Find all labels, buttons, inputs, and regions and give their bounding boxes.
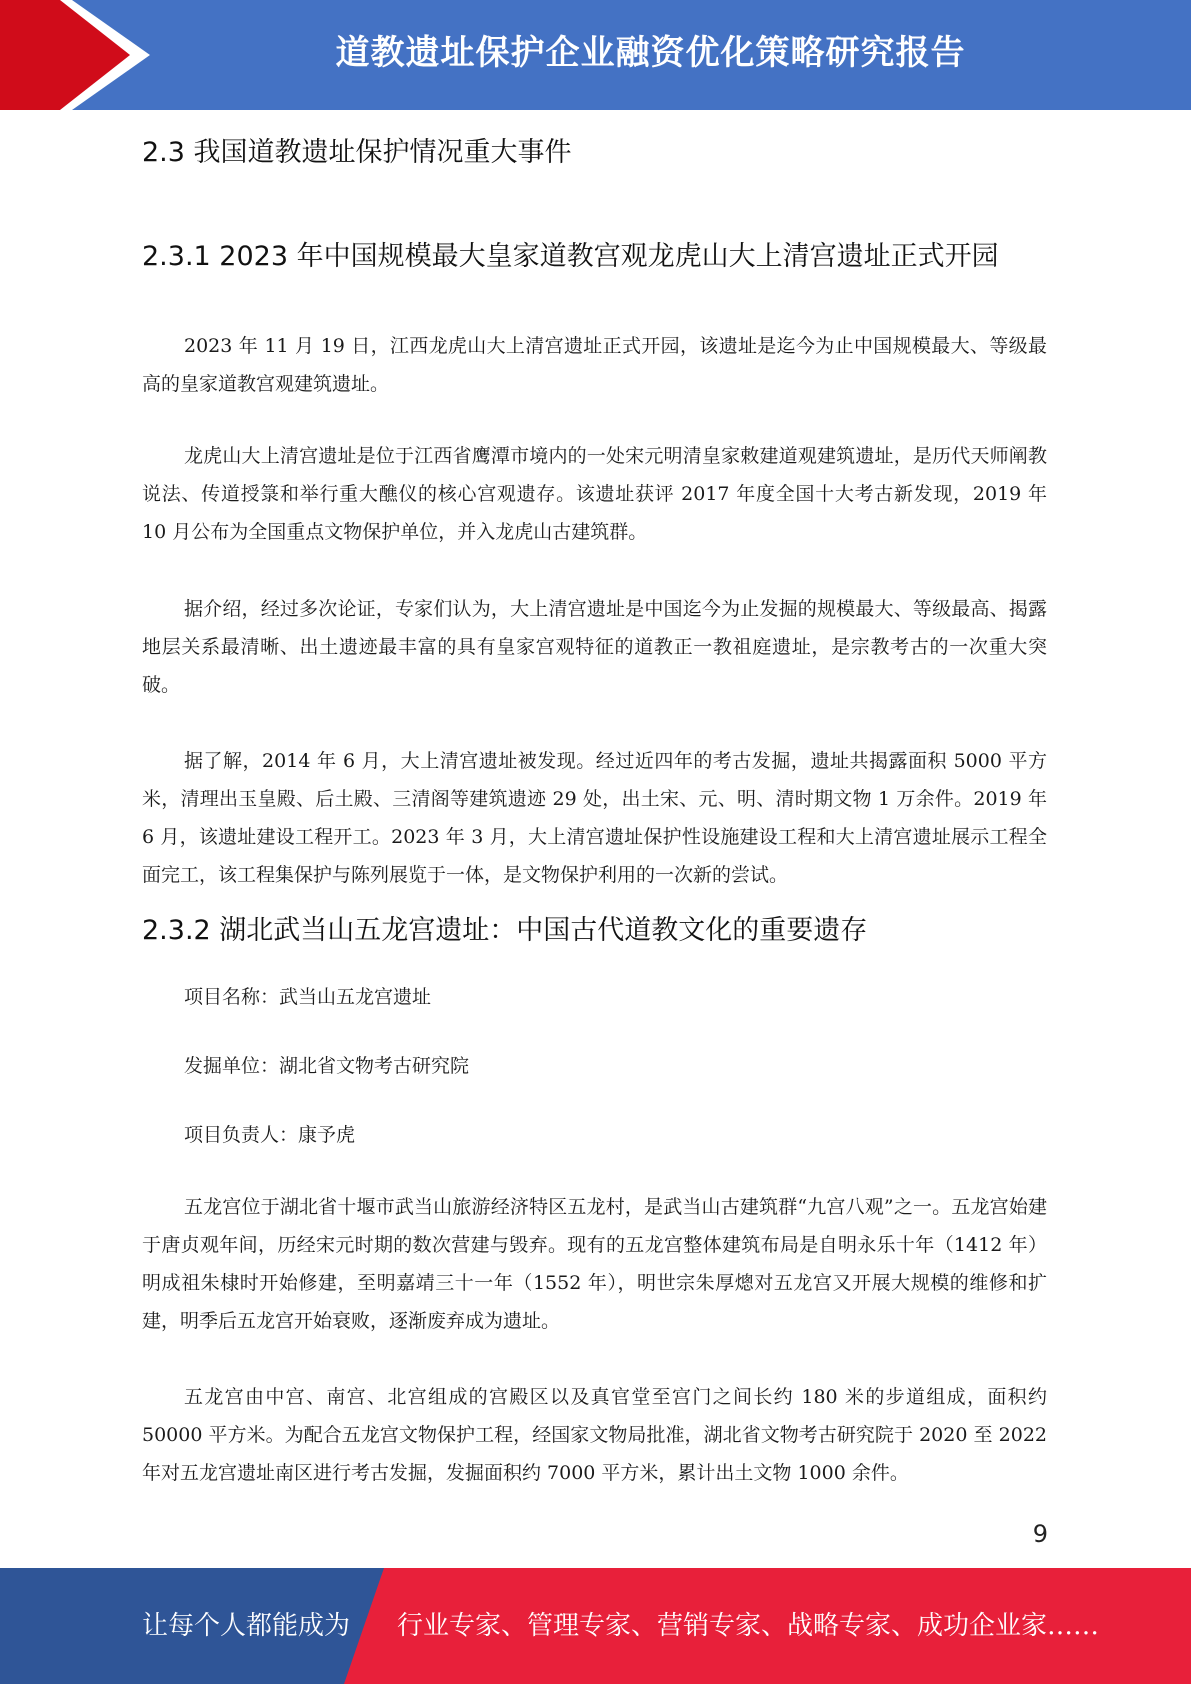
section-heading-2-3-1: 2.3.1 2023 年中国规模最大皇家道教宫观龙虎山大上清宫遗址正式开园 [142,241,999,272]
section-heading-2-3: 2.3 我国道教遗址保护情况重大事件 [142,137,572,168]
header-banner [0,0,1191,110]
footer-slogan-left: 让每个人都能成为 [142,1611,351,1641]
footer-slogan-right: 行业专家、管理专家、营销专家、战略专家、成功企业家…… [397,1611,1100,1641]
project-name-field: 项目名称：武当山五龙宫遗址 [184,986,432,1008]
report-title: 道教遗址保护企业融资优化策略研究报告 [335,33,966,73]
paragraph: 据了解，2014 年 6 月，大上清宫遗址被发现。经过近四年的考古发掘，遗址共揭露面积 5000 平方米，清理出玉皇殿、后土殿、三清阁等建筑遗迹 29 处，出土宋、元、明、清时期文物 1 万余件。2019 年 6 月，该遗址建设工程开工。2023 年 3 月，大上清宫遗址保护性设施建设工程和大上清宫遗址展示工程全面完工，该工程集保护与陈列展览于一体，是文物保护利用的一次新的尝试。 [142,750,1047,886]
paragraph: 2023 年 11 月 19 日，江西龙虎山大上清宫遗址正式开园，该遗址是迄今为止中国规模最大、等级最高的皇家道教宫观建筑遗址。 [142,335,1047,395]
excavation-unit-field: 发掘单位：湖北省文物考古研究院 [184,1055,470,1077]
paragraph: 龙虎山大上清宫遗址是位于江西省鹰潭市境内的一处宋元明清皇家敕建道观建筑遗址，是历代天师阐教说法、传道授箓和举行重大醮仪的核心宫观遗存。该遗址获评 2017 年度全国十大考古新发现，2019 年 10 月公布为全国重点文物保护单位，并入龙虎山古建筑群。 [142,445,1047,543]
paragraph: 五龙宫由中宫、南宫、北宫组成的宫殿区以及真官堂至宫门之间长约 180 米的步道组成，面积约 50000 平方米。为配合五龙宫文物保护工程，经国家文物局批准，湖北省文物考古研究院于 2020 至 2022 年对五龙宫遗址南区进行考古发掘，发掘面积约 7000 平方米，累计出土文物 1000 余件。 [142,1386,1047,1484]
red-arrow-decoration [0,0,160,110]
page-number: 9 [1032,1520,1048,1548]
footer-banner [0,1568,1191,1684]
paragraph: 五龙宫位于湖北省十堰市武当山旅游经济特区五龙村，是武当山古建筑群“九宫八观”之一。五龙宫始建于唐贞观年间，历经宋元时期的数次营建与毁弃。现有的五龙宫整体建筑布局是自明永乐十年（1412 年）明成祖朱棣时开始修建，至明嘉靖三十一年（1552 年），明世宗朱厚熜对五龙宫又开展大规模的维修和扩建，明季后五龙宫开始衰败，逐渐废弃成为遗址。 [142,1196,1047,1332]
section-heading-2-3-2: 2.3.2 湖北武当山五龙宫遗址：中国古代道教文化的重要遗存 [142,915,868,946]
project-leader-field: 项目负责人：康予虎 [184,1124,356,1146]
paragraph: 据介绍，经过多次论证，专家们认为，大上清宫遗址是中国迄今为止发掘的规模最大、等级最高、揭露地层关系最清晰、出土遗迹最丰富的具有皇家宫观特征的道教正一教祖庭遗址，是宗教考古的一次重大突破。 [142,598,1047,696]
